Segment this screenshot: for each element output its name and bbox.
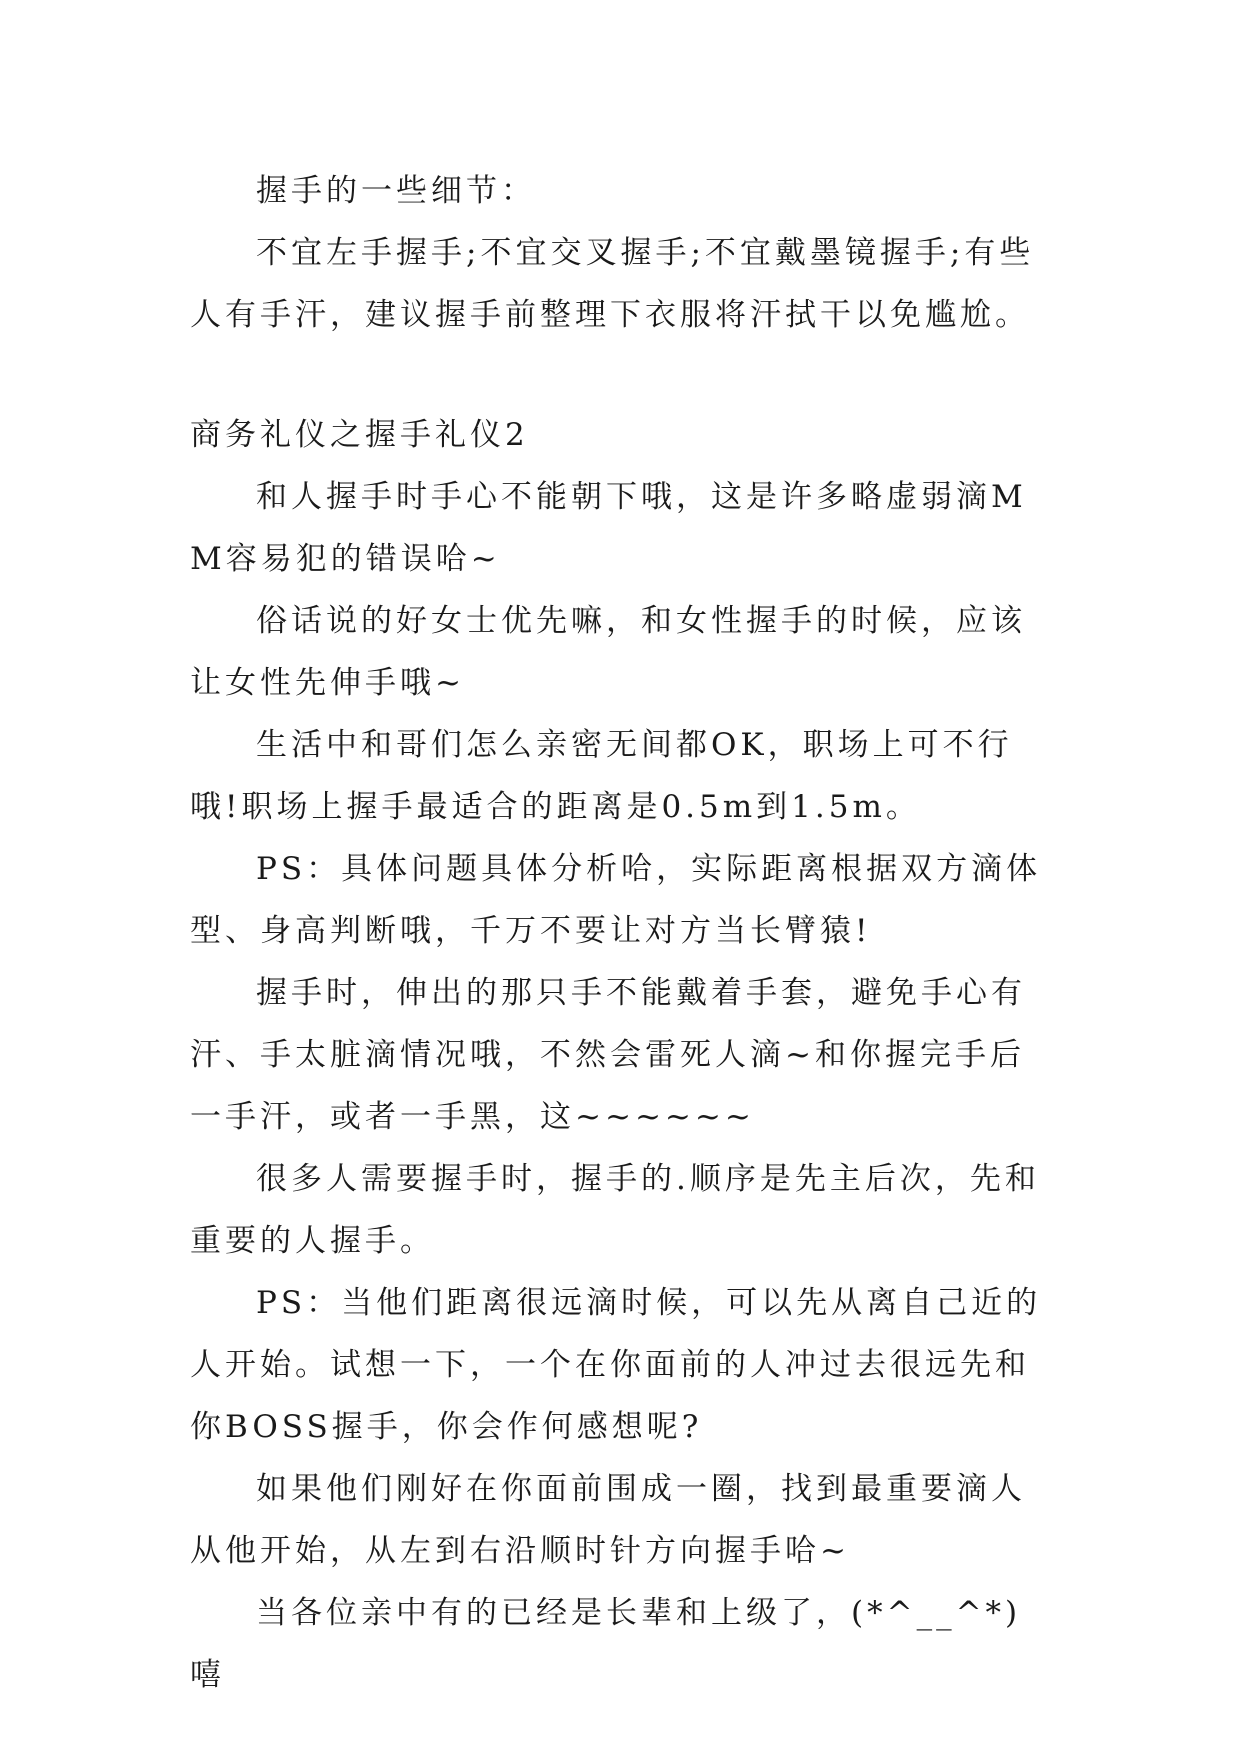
paragraph: 如果他们刚好在你面前围成一圈，找到最重要滴人从他开始，从左到右沿顺时针方向握手哈~	[190, 1471, 1026, 1569]
paragraph: 生活中和哥们怎么亲密无间都OK，职场上可不行哦!职场上握手最适合的距离是0.5m到1.5m。	[190, 727, 1013, 825]
intro-body: 不宜左手握手;不宜交叉握手;不宜戴墨镜握手;有些人有手汗，建议握手前整理下衣服将汗拭干以免尴尬。	[190, 235, 1035, 333]
paragraph: 很多人需要握手时，握手的.顺序是先主后次，先和重要的人握手。	[190, 1161, 1040, 1259]
paragraph: 俗话说的好女士优先嘛，和女性握手的时候，应该让女性先伸手哦~	[190, 603, 1026, 701]
section-title: 商务礼仪之握手礼仪2	[190, 417, 529, 453]
intro-heading: 握手的一些细节：	[256, 173, 536, 209]
paragraph: PS：当他们距离很远滴时候，可以先从离自己近的人开始。试想一下，一个在你面前的人冲过去很远先和你BOSS握手，你会作何感想呢?	[190, 1285, 1042, 1445]
paragraph: 和人握手时手心不能朝下哦，这是许多略虚弱滴MM容易犯的错误哈~	[190, 479, 1027, 577]
paragraph: 当各位亲中有的已经是长辈和上级了，(*^__^*) 嘻	[190, 1595, 1022, 1693]
paragraph: PS：具体问题具体分析哈，实际距离根据双方滴体型、身高判断哦，千万不要让对方当长臂猿!	[190, 851, 1042, 949]
document-body	[190, 160, 1050, 1706]
paragraph: 握手时，伸出的那只手不能戴着手套，避免手心有汗、手太脏滴情况哦，不然会雷死人滴~和你握完手后一手汗，或者一手黑，这~~~~~~	[190, 975, 1026, 1135]
